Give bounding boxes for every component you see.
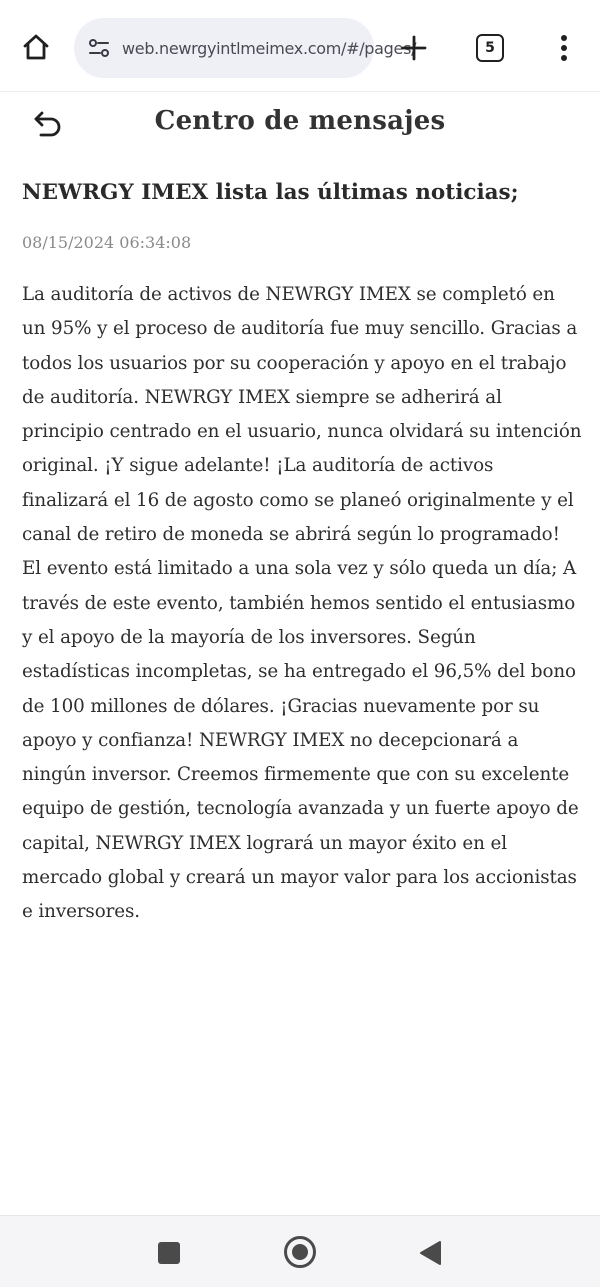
page-title: Centro de mensajes (154, 106, 446, 136)
browser-toolbar (0, 0, 600, 92)
tab-switcher-button[interactable] (470, 28, 510, 68)
address-bar[interactable] (74, 18, 417, 78)
home-icon (21, 32, 51, 62)
article-body: La auditoría de activos de NEWRGY IMEX se completó en un 95% y el proceso de auditoría fue muy sencillo. Gracias a todos los usuarios por su cooperación y apoyo en el trabajo de auditoría. NEWRGY IMEX siempre se adherirá al principio centrado en el usuario, nunca olvidará su intención original. ¡Y sigue adelante! ¡La auditoría de activos finalizará el 16 de agosto como se planeó originalmente y el canal de retiro de moneda se abrirá según lo programado! El evento está limitado a una sola vez y sólo queda un día; A través de este evento, también hemos sentido el entusiasmo y el apoyo de la mayoría de los inversores. Según estadísticas incompletas, se ha entregado el 96,5% del bono de 100 millones de dólares. ¡Gracias nuevamente por su apoyo y confianza! NEWRGY IMEX no decepcionará a ningún inversor. Creemos firmemente que con su excelente equipo de gestión, tecnología avanzada y un fuerte apoyo de capital, NEWRGY IMEX logrará un mayor éxito en el mercado global y creará un mayor valor para los accionistas e inversores. (22, 284, 582, 923)
home-circle-icon[interactable] (284, 1236, 316, 1268)
browser-menu-button[interactable] (544, 28, 584, 68)
article-date: 08/15/2024 06:34:08 (22, 233, 192, 252)
tab-switcher-icon (476, 34, 504, 62)
recents-square-icon[interactable] (158, 1242, 180, 1264)
plus-icon (401, 35, 427, 61)
home-button[interactable] (16, 27, 56, 67)
article-title: NEWRGY IMEX lista las últimas noticias; (22, 180, 519, 205)
back-triangle-icon[interactable] (418, 1240, 442, 1266)
new-tab-button[interactable] (394, 28, 434, 68)
url-text[interactable]: web.newrgyintlmeimex.com/#/pages/ (122, 38, 417, 58)
more-vert-icon (559, 34, 569, 62)
tab-count: 5 (485, 40, 495, 56)
home-circle-dot (292, 1244, 308, 1260)
tune-icon[interactable] (86, 35, 112, 61)
system-nav-bar (0, 1215, 600, 1287)
